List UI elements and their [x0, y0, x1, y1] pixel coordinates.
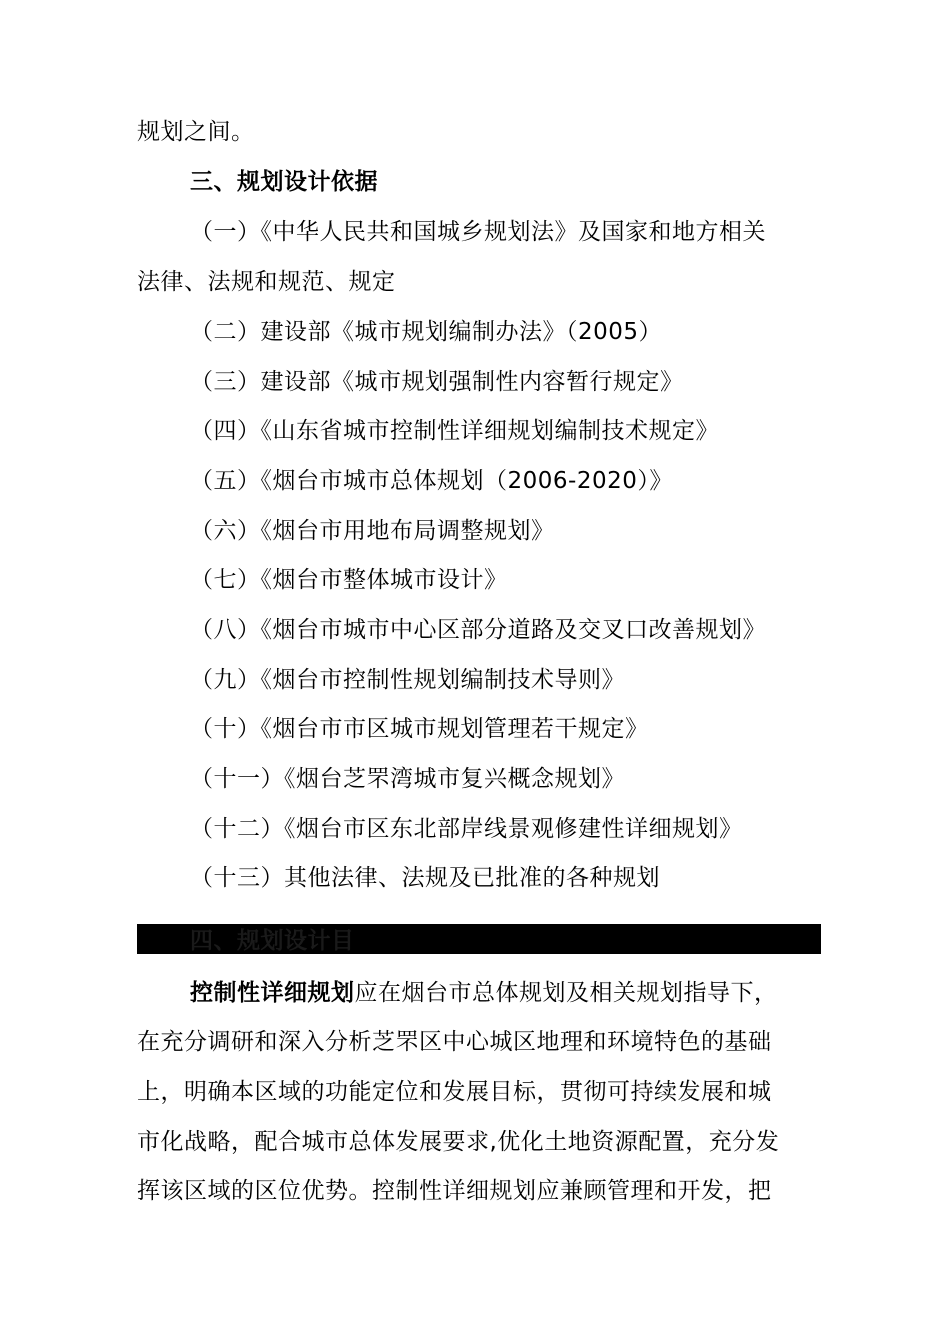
paragraph-line-3: 上，明确本区域的功能定位和发展目标，贯彻可持续发展和城 [137, 1079, 772, 1105]
section-heading-design-basis: 三、规划设计依据 [190, 169, 378, 195]
basis-item-2: （二）建设部《城市规划编制办法》（2005） [190, 319, 663, 345]
basis-item-1-continuation: 法律、法规和规范、规定 [137, 269, 396, 295]
previous-paragraph-tail: 规划之间。 [137, 119, 255, 145]
basis-item-10: （十）《烟台市市区城市规划管理若干规定》 [190, 716, 649, 742]
paragraph-line-2: 在充分调研和深入分析芝罘区中心城区地理和环境特色的基础 [137, 1029, 772, 1055]
paragraph-line-1-rest: 应在烟台市总体规划及相关规划指导下， [354, 980, 778, 1006]
paragraph-line-4: 市化战略，配合城市总体发展要求,优化土地资源配置，充分发 [137, 1129, 780, 1155]
basis-item-5: （五）《烟台市城市总体规划（2006-2020）》 [190, 468, 673, 494]
basis-item-7: （七）《烟台市整体城市设计》 [190, 567, 508, 593]
basis-item-13: （十三）其他法律、法规及已批准的各种规划 [190, 865, 660, 891]
basis-item-6: （六）《烟台市用地布局调整规划》 [190, 518, 555, 544]
basis-item-3: （三）建设部《城市规划强制性内容暂行规定》 [190, 369, 684, 395]
basis-item-1: （一）《中华人民共和国城乡规划法》及国家和地方相关 [190, 219, 766, 245]
paragraph-line-1 [190, 978, 778, 1008]
basis-item-12: （十二）《烟台市区东北部岸线景观修建性详细规划》 [190, 816, 743, 842]
basis-item-4: （四）《山东省城市控制性详细规划编制技术规定》 [190, 418, 719, 444]
basis-item-11: （十一）《烟台芝罘湾城市复兴概念规划》 [190, 766, 625, 792]
paragraph-bold-lead: 控制性详细规划 [190, 980, 355, 1006]
section-heading-highlight-bar [137, 924, 821, 954]
basis-item-8: （八）《烟台市城市中心区部分道路及交叉口改善规划》 [190, 617, 766, 643]
basis-item-9: （九）《烟台市控制性规划编制技术导则》 [190, 667, 625, 693]
section-heading-design-goals: 四、规划设计目 [190, 928, 355, 954]
paragraph-line-5: 挥该区域的区位优势。控制性详细规划应兼顾管理和开发，把 [137, 1178, 772, 1204]
